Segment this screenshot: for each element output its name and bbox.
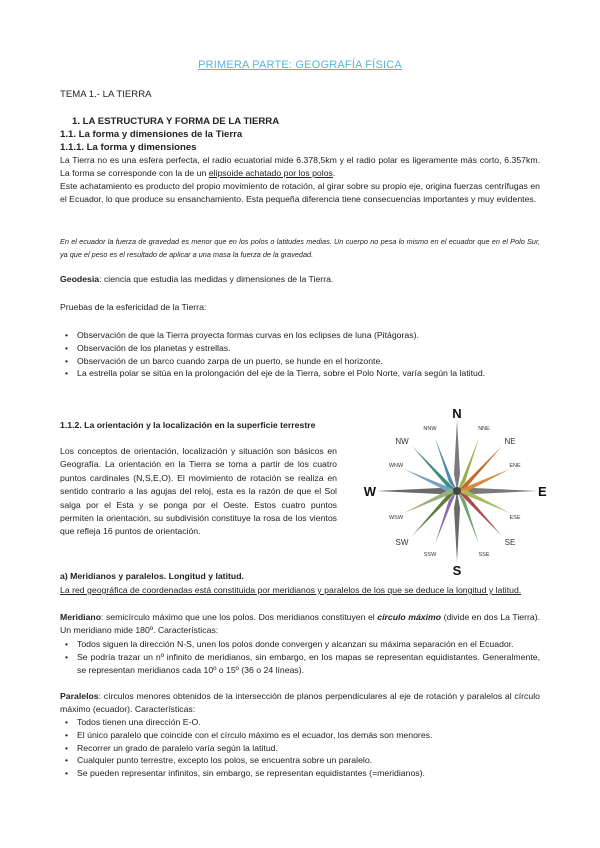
compass-label-sse: SSE [478,552,490,558]
pruebas-list-wrap [60,329,540,380]
compass-label-e: E [538,484,547,499]
paragraph-forma-text-b: . [332,167,336,178]
tema-heading: TEMA 1.- LA TIERRA [60,89,152,100]
meridiano-list-wrap [60,638,540,676]
subheading-1-1-1: 1.1.1. La forma y dimensiones [60,142,197,153]
main-title: PRIMERA PARTE: GEOGRAFÍA FÍSICA [198,59,402,71]
paragraph-forma-text-a: La Tierra no es una esfera perfecta, el radio ecuatorial mide 6.378,5km y el radio polar es ligeramente más corto, 6.357km. La forma se corresponde con la de un [60,155,540,178]
list-item: • La estrella polar se sitúa en la prolongación del eje de la Tierra, sobre el Polo Norte, varía según la latitud. [77,367,540,380]
geodesia-term: Geodesia [60,274,100,284]
compass-rose-image [362,402,552,580]
section-a-intro: La red geográfica de coordenadas está constituida por meridianos y paralelos de los que se deduce la longitud y latitud. [60,585,522,595]
compass-label-nne: NNE [478,426,490,432]
list-item: • Observación de que la Tierra proyecta formas curvas en los eclipses de luna (Pitágoras). [77,329,540,342]
pruebas-list [60,329,540,380]
paragraph-forma [60,154,540,179]
paragraph-orientacion: Los conceptos de orientación, localización y situación son básicos en Geografía. La orientación en la Tierra se toma a partir de los cuatro puntos cardinales (N,S,E,O). El movimiento de rotación se realiza en sentido contrario a las agujas del reloj, esta es la razón de que el Sol salga por el Esta y se ponga por el Oeste. Estos cuatro puntos permiten la orientación, su subdivisión constituye la rosa de los vientos que refleja 16 puntos de orientación. [60,446,337,537]
list-item: • El único paralelo que coincide con el círculo máximo es el ecuador, los demás son menores. [77,729,540,742]
meridiano-term: Meridiano [60,612,102,622]
compass-label-wsw: WSW [388,515,404,521]
compass-label-wnw: WNW [388,463,404,469]
section-a-heading: a) Meridianos y paralelos. Longitud y latitud. [60,571,244,581]
paragraph-achatamiento: Este achatamiento es producto del propio movimiento de rotación, al girar sobre su propio eje, origina fuerzas centrífugas en el Ecuador, lo que produce su ensanchamiento. Esta pequeña diferencia tiene consecuencias importantes y muy evidentes. [60,181,540,204]
meridiano-def-b: (divide en dos La Tierra). Un meridiano mide 180º. Características: [60,612,541,635]
list-item: • Cualquier punto terrestre, excepto los polos, se encuentra sobre un paralelo. [77,754,540,767]
list-item: • Todos tienen una dirección E-O. [77,716,540,729]
meridiano-def-a: : semicírculo máximo que une los polos. Dos meridianos constituyen el [101,612,378,622]
list-item: • Todos siguen la dirección N-S, unen los polos donde convergen y alcanzan su máxima separación en el Ecuador. [77,638,540,651]
compass-label-ssw: SSW [423,552,437,558]
compass-label-ese: ESE [509,515,521,521]
compass-label-sw: SW [395,538,409,547]
compass-label-s: S [452,563,462,578]
compass-label-nnw: NNW [423,426,437,432]
compass-label-ne: NE [504,437,516,446]
compass-label-w: W [363,484,376,499]
subheading-1-1-2: 1.1.2. La orientación y la localización en la superficie terrestre [60,420,316,430]
circulo-maximo-term: círculo máximo [377,612,442,622]
paralelo-term: Paralelos [60,691,99,701]
list-item: • Observación de un barco cuando zarpa de un puerto, se hunde en el horizonte. [77,355,540,368]
list-item: • Recorrer un grado de paralelo varía según la latitud. [77,742,540,755]
list-item: • Se podría trazar un nº infinito de meridianos, sin embargo, en los mapas se representan equidistantes. Generalmente, se representan meridianos cada 10º o 15º (36 o 24 líneas). [77,651,540,677]
section-1-heading: 1. LA ESTRUCTURA Y FORMA DE LA TIERRA [72,116,280,127]
gravity-note: En el ecuador la fuerza de gravedad es menor que en los polos o latitudes medias. Un cuerpo no pesa lo mismo en el ecuador que en el Polo Sur, ya que el peso es el resultado de aplicar a una masa la fuerza de la gravedad. [60,237,540,259]
paralelo-definition [60,690,540,715]
subheading-1-1: 1.1. La forma y dimensiones de la Tierra [60,129,243,140]
paralelo-def: : círculos menores obtenidos de la intersección de planos perpendiculares al eje de rotación y paralelos al círculo máximo (ecuador). Características: [60,691,540,714]
compass-label-ene: ENE [509,463,521,469]
compass-label-nw: NW [395,437,409,446]
compass-label-se: SE [504,538,516,547]
paralelo-list-wrap [60,716,540,780]
list-item: • Se pueden representar infinitos, sin embargo, se representan equidistantes (=meridianos). [77,767,540,780]
meridiano-list [60,638,540,676]
compass-label-n: N [452,406,462,421]
pruebas-title: Pruebas de la esfericidad de la Tierra: [60,302,207,312]
geodesia-definition [60,273,540,286]
list-item: • Observación de los planetas y estrellas. [77,342,540,355]
elipsoide-link-text: elipsoide achatado por los polos [208,167,333,178]
paralelo-list [60,716,540,780]
meridiano-definition [60,611,540,636]
geodesia-def: : ciencia que estudia las medidas y dimensiones de la Tierra. [99,274,334,284]
